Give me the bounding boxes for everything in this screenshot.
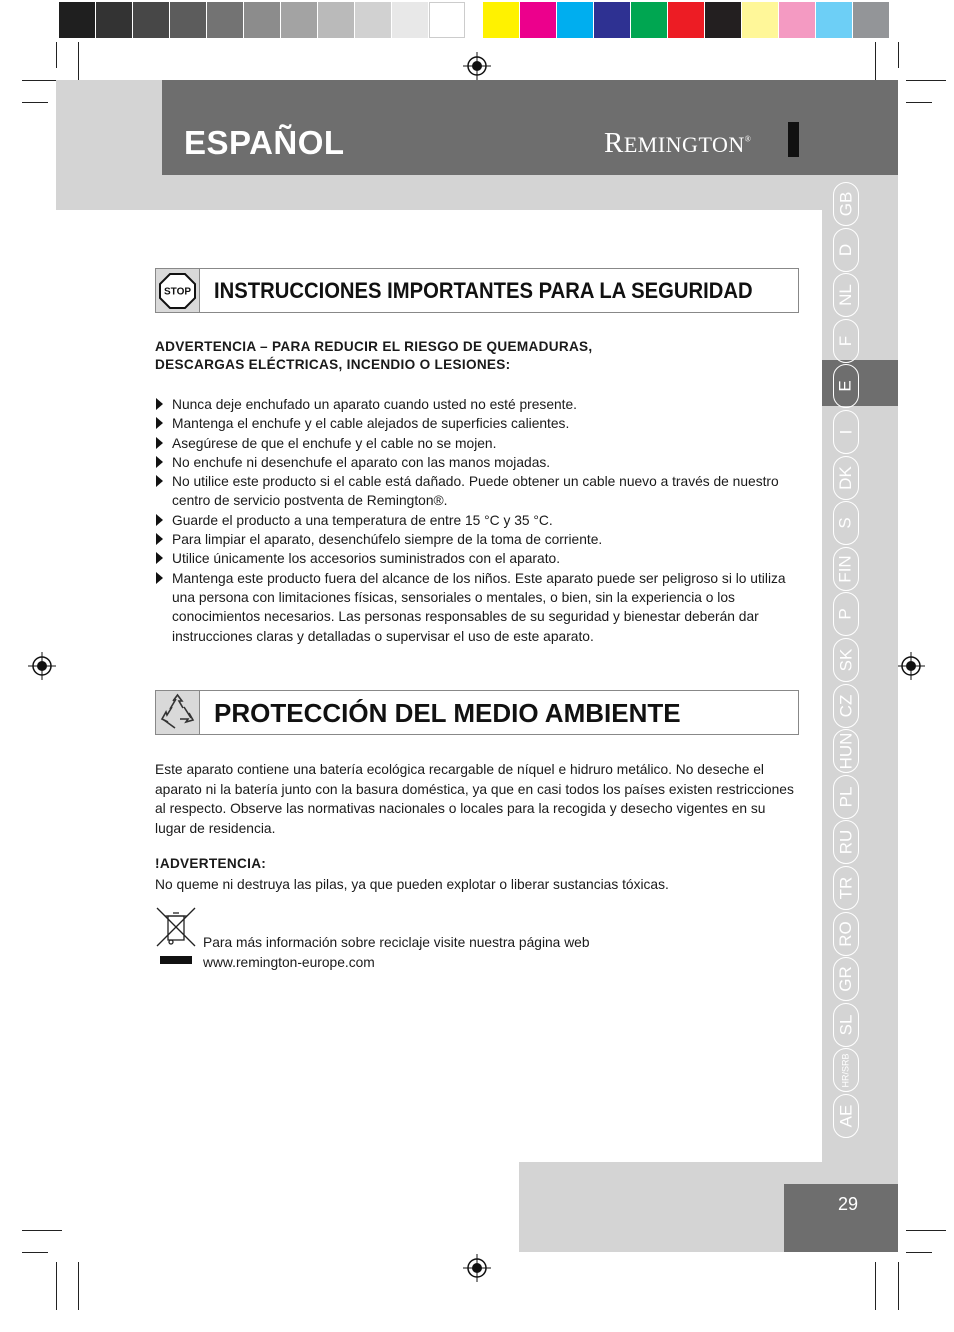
crop-mark xyxy=(898,1262,899,1310)
language-tab-tr[interactable] xyxy=(833,866,859,910)
language-tab-f[interactable] xyxy=(833,319,859,363)
crop-mark xyxy=(906,80,946,81)
crop-mark xyxy=(898,42,899,68)
brand-name: EMINGTON xyxy=(623,132,745,157)
safety-section-header xyxy=(155,268,799,313)
list-item: Mantenga el enchufe y el cable alejados de superficies calientes. xyxy=(155,414,795,433)
crop-mark xyxy=(875,42,876,82)
crop-mark xyxy=(875,1262,876,1310)
safety-bullet-list xyxy=(155,395,795,646)
list-item: Asegúrese de que el enchufe y el cable no se mojen. xyxy=(155,434,795,453)
language-tab-pl[interactable] xyxy=(833,775,859,819)
color-swatch xyxy=(668,2,704,38)
color-swatch xyxy=(244,2,280,38)
language-tab-label: HR/SRB xyxy=(840,1053,851,1088)
language-tab-label: DK xyxy=(836,465,855,490)
stop-sign-icon xyxy=(156,269,200,312)
color-swatch xyxy=(355,2,391,38)
language-tab-label: P xyxy=(836,608,855,621)
language-tab-gr[interactable] xyxy=(833,957,859,1001)
list-item: Guarde el producto a una temperatura de entre 15 °C y 35 °C. xyxy=(155,511,795,530)
recycling-info-line: Para más información sobre reciclaje visite nuestra página web xyxy=(203,935,590,950)
language-tab-label: HUN xyxy=(836,732,855,770)
language-tab-label: SK xyxy=(836,648,855,672)
language-tab-ae[interactable] xyxy=(833,1094,859,1138)
language-tab-d[interactable] xyxy=(833,228,859,272)
language-tab-hun[interactable] xyxy=(833,729,859,773)
recycling-website-link[interactable]: www.remington-europe.com xyxy=(203,954,375,970)
language-tab-label: PL xyxy=(835,786,855,808)
color-swatch xyxy=(392,2,428,38)
color-swatch xyxy=(483,2,519,38)
crop-mark xyxy=(22,102,48,103)
gray-calibration-bar xyxy=(59,2,466,38)
color-calibration-bar xyxy=(483,2,890,38)
crop-mark xyxy=(56,42,57,68)
environment-paragraph: Este aparato contiene una batería ecológica recargable de níquel e hidruro metálico. No deseche el aparato ni la batería junto con la basura doméstica, ya que en casi todos los países existen restricciones al respecto. Observe las normativas nacionales o locales para la recogida y desecho vigentes en su lugar de residencia. xyxy=(155,762,794,836)
svg-text:STOP: STOP xyxy=(163,286,192,298)
brand-initial: R xyxy=(604,127,624,159)
brand-bar xyxy=(788,122,799,157)
color-swatch xyxy=(429,2,465,38)
language-tab-label: GR xyxy=(836,966,855,992)
warning-icon: ! xyxy=(155,856,160,871)
color-swatch xyxy=(594,2,630,38)
battery-warning-label xyxy=(155,856,266,871)
battery-warning-text: No queme ni destruya las pilas, ya que pueden explotar o liberar sustancias tóxicas. xyxy=(155,877,669,892)
warning-line: ADVERTENCIA – PARA REDUCIR EL RIESGO DE QUEMADURAS, xyxy=(155,339,593,354)
recycle-icon xyxy=(156,691,200,734)
crop-mark xyxy=(22,1230,62,1231)
color-swatch xyxy=(318,2,354,38)
color-swatch xyxy=(96,2,132,38)
language-tab-fin[interactable] xyxy=(833,547,859,591)
language-tab-label: E xyxy=(836,380,855,393)
language-tab-dk[interactable] xyxy=(833,456,859,500)
environment-section-title: PROTECCIÓN DEL MEDIO AMBIENTE xyxy=(214,698,681,728)
page-title: ESPAÑOL xyxy=(184,124,345,161)
language-tab-cz[interactable] xyxy=(833,684,859,728)
list-item: No utilice este producto si el cable está dañado. Puede obtener un cable nuevo a través de nuestro centro de servicio postventa de Remington®. xyxy=(155,472,795,511)
list-item: Para limpiar el aparato, desenchúfelo siempre de la toma de corriente. xyxy=(155,530,795,549)
brand-logo xyxy=(604,127,751,160)
language-tab-label: F xyxy=(835,335,855,346)
color-swatch xyxy=(631,2,667,38)
color-swatch xyxy=(705,2,741,38)
language-tab-label: NL xyxy=(835,284,855,307)
color-swatch xyxy=(170,2,206,38)
language-tab-nl[interactable] xyxy=(833,273,859,317)
environment-section-header xyxy=(155,690,799,735)
battery-warning-label-text: ADVERTENCIA: xyxy=(159,856,267,871)
crop-mark xyxy=(78,42,79,82)
language-tab-sl[interactable] xyxy=(833,1003,859,1047)
color-swatch xyxy=(59,2,95,38)
language-tab-ro[interactable] xyxy=(833,912,859,956)
language-tab-p[interactable] xyxy=(833,592,859,636)
language-tab-i[interactable] xyxy=(833,410,859,454)
color-swatch xyxy=(779,2,815,38)
language-tab-label: TR xyxy=(835,876,855,900)
crossed-bin-icon xyxy=(155,906,197,966)
crop-mark xyxy=(906,102,932,103)
language-tab-e[interactable] xyxy=(833,364,859,408)
warning-line: DESCARGAS ELÉCTRICAS, INCENDIO O LESIONES: xyxy=(155,357,511,372)
language-tab-label: D xyxy=(836,243,855,256)
registration-mark-icon xyxy=(28,652,56,680)
language-tab-label: RU xyxy=(836,830,855,855)
crop-mark xyxy=(56,1262,57,1310)
color-swatch xyxy=(281,2,317,38)
registration-mark-icon xyxy=(463,1254,491,1282)
list-item: Nunca deje enchufado un aparato cuando usted no esté presente. xyxy=(155,395,795,414)
registration-mark-icon xyxy=(463,52,491,80)
language-tab-label: AE xyxy=(836,1104,855,1128)
page-number: 29 xyxy=(837,1194,859,1214)
crop-mark xyxy=(22,1252,48,1253)
language-tab-gb[interactable] xyxy=(833,182,859,226)
recycling-info xyxy=(203,933,763,972)
language-tab-ru[interactable] xyxy=(833,820,859,864)
language-tab-label: SL xyxy=(835,1014,855,1036)
language-tab-hr-srb[interactable] xyxy=(833,1048,859,1092)
language-tab-sk[interactable] xyxy=(833,638,859,682)
language-tab-label: S xyxy=(836,517,855,529)
list-item: Mantenga este producto fuera del alcance de los niños. Este aparato puede ser peligroso si lo utiliza una persona con limitaciones físicas, sensoriales o mentales, o bien, sin la experiencia o los conocimientos necesarios. Las personas responsables de su seguridad y bienestar deberán dar instrucciones claras y detalladas o supervisar el uso de este aparato. xyxy=(155,569,795,646)
language-tab-label: FIN xyxy=(836,555,856,583)
color-swatch xyxy=(520,2,556,38)
color-swatch xyxy=(742,2,778,38)
language-tab-label: RO xyxy=(836,920,855,947)
color-swatch xyxy=(557,2,593,38)
safety-warning-heading xyxy=(155,338,593,374)
list-item: No enchufe ni desenchufe el aparato con las manos mojadas. xyxy=(155,453,795,472)
language-tab-label: GB xyxy=(836,191,855,217)
brand-trademark: ® xyxy=(744,134,752,144)
crop-mark xyxy=(906,1252,932,1253)
language-tab-s[interactable] xyxy=(833,501,859,545)
list-item: Utilice únicamente los accesorios suministrados con el aparato. xyxy=(155,549,795,568)
color-swatch xyxy=(816,2,852,38)
language-tab-label: CZ xyxy=(835,694,855,717)
safety-section-title: INSTRUCCIONES IMPORTANTES PARA LA SEGURIDAD xyxy=(214,278,753,303)
crop-mark xyxy=(78,1262,79,1310)
color-swatch xyxy=(133,2,169,38)
crop-mark xyxy=(906,1230,946,1231)
registration-mark-icon xyxy=(897,652,925,680)
language-tab-label: I xyxy=(835,429,855,435)
color-swatch xyxy=(853,2,889,38)
color-swatch xyxy=(207,2,243,38)
